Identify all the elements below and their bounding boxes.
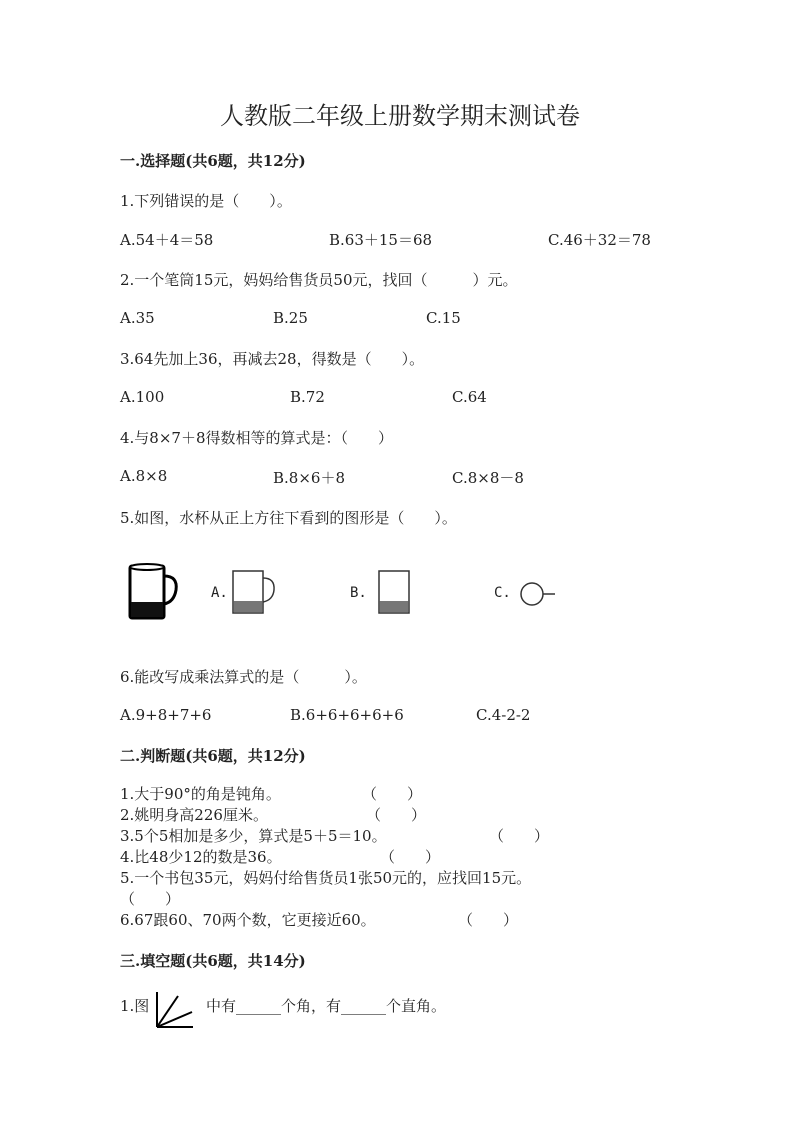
question-4: 4.与8×7＋8得数相等的算式是：（ ） [120, 429, 394, 447]
judge-item-4: 4.比48少12的数是36。 [120, 848, 282, 866]
judge-item-1: 1.大于90°的角是钝角。 [120, 785, 281, 803]
option-5c-image [518, 580, 558, 608]
section-heading-judge: 二.判断题(共6题，共12分) [120, 747, 306, 765]
judge-item-2: 2.姚明身高226厘米。 [120, 806, 268, 824]
mug-image [124, 560, 182, 624]
option-5a-image [230, 568, 278, 618]
option-2c: C.15 [426, 309, 461, 327]
option-4a: A.8×8 [120, 467, 168, 485]
judge-item-1-paren: （ ） [362, 785, 423, 803]
judge-item-3-paren: （ ） [489, 827, 550, 845]
option-5b-image [376, 568, 412, 618]
judge-item-5-paren: （ ） [120, 890, 181, 908]
question-6: 6.能改写成乘法算式的是（ ）。 [120, 668, 367, 686]
option-4b: B.8×6＋8 [273, 469, 345, 487]
question-5: 5.如图，水杯从正上方往下看到的图形是（ ）。 [120, 509, 457, 527]
option-2b: B.25 [273, 309, 308, 327]
option-4c: C.8×8－8 [452, 469, 524, 487]
fill-question-1-prefix: 1.图 [120, 997, 150, 1015]
judge-item-6: 6.67跟60、70两个数，它更接近60。 [120, 911, 376, 929]
option-6b: B.6+6+6+6+6 [290, 706, 404, 724]
question-1: 1.下列错误的是（ ）。 [120, 192, 292, 210]
section-heading-fill: 三.填空题(共6题，共14分) [120, 952, 306, 970]
option-5a: A. [211, 585, 228, 601]
option-3c: C.64 [452, 388, 487, 406]
question-2: 2.一个笔筒15元，妈妈给售货员50元，找回（ ）元。 [120, 271, 518, 289]
option-3a: A.100 [120, 388, 165, 406]
option-1a: A.54＋4＝58 [120, 231, 214, 249]
judge-item-4-paren: （ ） [380, 848, 441, 866]
judge-item-5: 5.一个书包35元，妈妈付给售货员1张50元的，应找回15元。 [120, 869, 532, 887]
option-3b: B.72 [290, 388, 325, 406]
option-1b: B.63＋15＝68 [329, 231, 433, 249]
option-5c: C. [494, 585, 511, 601]
option-1c: C.46＋32＝78 [548, 231, 651, 249]
option-6a: A.9+8+7+6 [120, 706, 212, 724]
page-title: 人教版二年级上册数学期末测试卷 [220, 102, 580, 130]
section-heading-choice: 一.选择题(共6题，共12分) [120, 152, 306, 170]
angle-figure [154, 988, 196, 1030]
option-2a: A.35 [120, 309, 155, 327]
option-6c: C.4-2-2 [476, 706, 531, 724]
judge-item-2-paren: （ ） [366, 806, 427, 824]
fill-question-1-text: 中有______个角，有______个直角。 [206, 997, 447, 1015]
judge-item-3: 3.5个5相加是多少，算式是5＋5＝10。 [120, 827, 387, 845]
question-3: 3.64先加上36，再减去28，得数是（ ）。 [120, 350, 425, 368]
option-5b: B. [350, 585, 367, 601]
judge-item-6-paren: （ ） [458, 911, 519, 929]
